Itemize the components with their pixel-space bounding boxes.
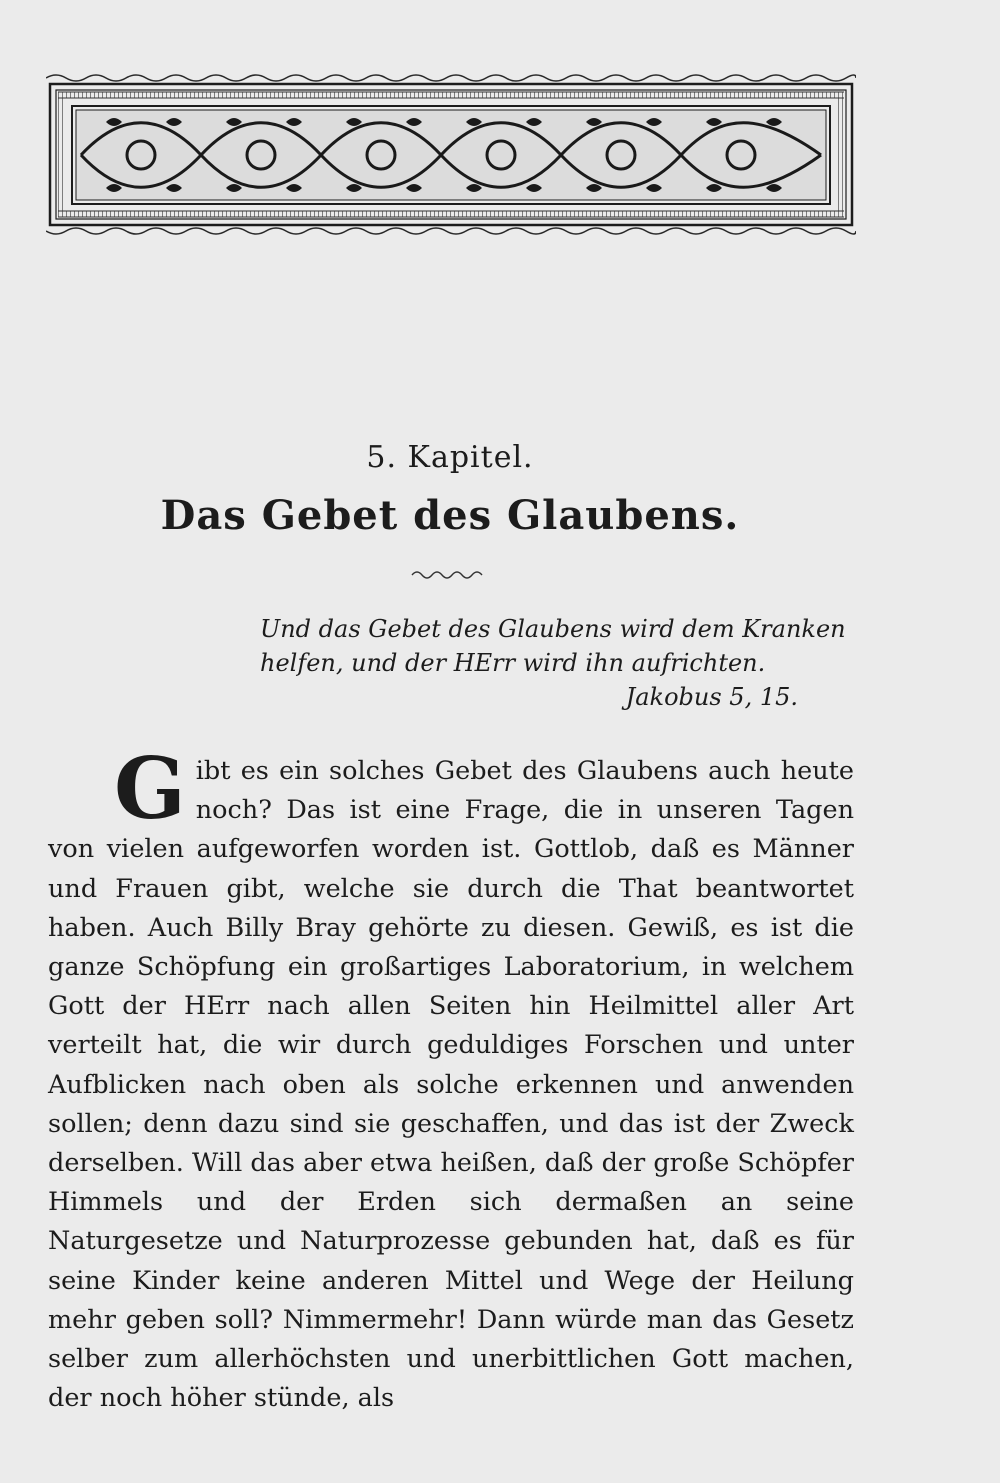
epigraph — [200, 612, 858, 714]
epigraph-line-1: Und das Gebet des Glaubens wird dem Kranken — [260, 615, 846, 643]
paragraph-text: ibt es ein solches Gebet des Glaubens auch heute noch? Das ist eine Frage, die in unseren Tagen von vielen aufgeworfen worden ist. Gottlob, daß es Männer und Frauen gibt, welche sie durch die That beantwortet haben. Auch Billy Bray gehörte zu diesen. Gewiß, es ist die ganze Schöpfung ein großartiges Laboratorium, in welchem Gott der HErr nach allen Seiten hin Heilmittel aller Art verteilt hat, die wir durch geduldiges Forschen und unter Aufblicken nach oben als solche erkennen und anwenden sollen; denn dazu sind sie geschaffen, und das ist der Zweck derselben. Will das aber etwa heißen, daß der große Schöpfer Himmels und der Erden sich dermaßen an seine Naturgesetze und Naturprozesse gebunden hat, daß es für seine Kinder keine anderen Mittel und Wege der Heilung mehr geben soll? Nimmermehr! Dann würde man das Gesetz selber zum allerhöchsten und unerbittlichen Gott machen, der noch höher stünde, als — [48, 756, 854, 1414]
paragraph — [48, 739, 854, 1418]
drop-cap: G — [114, 739, 186, 838]
epigraph-line-2: helfen, und der HErr wird ihn aufrichten. — [260, 649, 766, 677]
ornamental-header-band — [46, 72, 856, 237]
body-text — [48, 739, 854, 1418]
epigraph-citation: Jakobus 5, 15. — [625, 683, 798, 711]
title-divider-flourish — [410, 568, 490, 582]
chapter-number: 5. Kapitel. — [366, 440, 534, 475]
chapter-title: Das Gebet des Glaubens. — [160, 492, 740, 539]
